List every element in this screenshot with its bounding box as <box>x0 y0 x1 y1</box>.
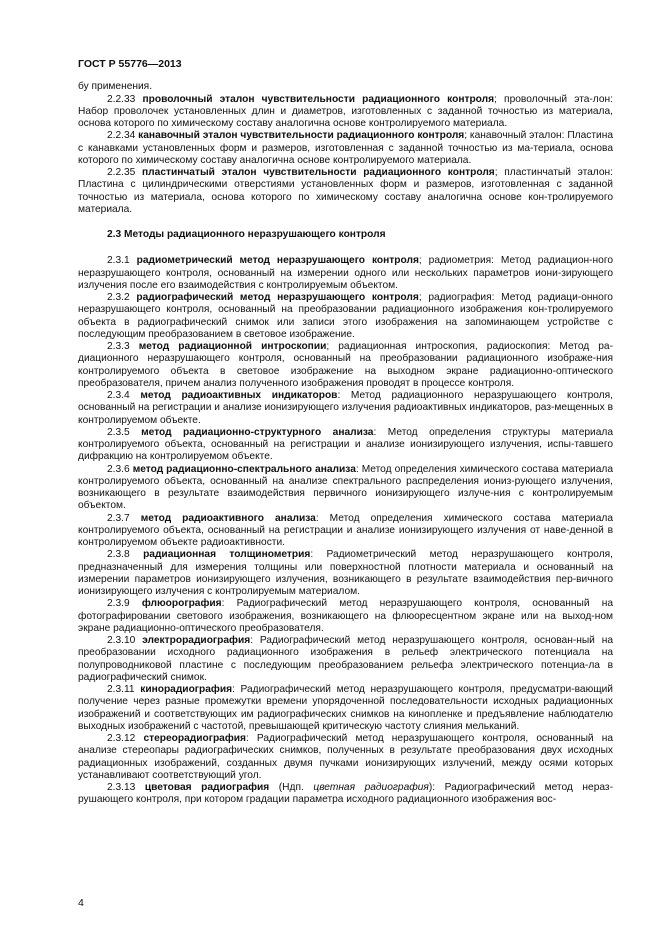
term-note: (Ндп. <box>269 782 314 793</box>
clause-number: 2.3.8 <box>107 549 130 561</box>
clause-number: 2.3.7 <box>107 512 130 524</box>
term: стереорадиография <box>143 733 246 744</box>
clause-number: 2.3.4 <box>107 390 130 401</box>
definition-text: ; радиометрия: Метод радиацион-ного неразрушающего контроля, основанный на измерении одного или нескольких параметров иони-зирующего излучения после его взаимодействия с контролируемым объектом. <box>78 255 613 291</box>
term: метод радиоактивного анализа <box>140 512 316 524</box>
definition-text: ; пластинчатый эталон: Пластина с цилиндрическими отверстиями установленных форм и размеров, изготовленная с заданной точностью из материала, основа которого по химическому составу аналогична основе кон-тролируемого материала. <box>78 167 613 215</box>
clause-number: 2.3.1 <box>107 255 130 267</box>
term: пластинчатый эталон чувствительности радиационного контроля <box>142 167 495 178</box>
definition-2-3-1 <box>78 255 613 292</box>
definition-2-3-11 <box>78 684 613 733</box>
definition-2-3-3 <box>78 341 613 390</box>
definition-text: ; радиационная интроскопия, радиоскопия: Метод ра-диационного неразрушающего контроля, основанный на преобразовании радиационного изображе-ния контролируемого объекта в световое изображение на выходном экране радиационно-оптического преобразователя, причем анализ полученного изображения проводят в процессе контроля. <box>78 341 613 389</box>
term: флюорография <box>141 598 222 610</box>
definition-2-2-33 <box>78 94 613 131</box>
clause-number: 2.2.33 <box>107 93 136 105</box>
definition-2-3-7 <box>78 513 613 550</box>
clause-number: 2.3.11 <box>107 684 135 695</box>
standard-header: ГОСТ Р 55776—2013 <box>78 58 182 70</box>
term: радиографический метод неразрушающего контроля <box>136 292 419 303</box>
term: метод радиоактивных индикаторов <box>140 390 338 401</box>
definition-2-3-2 <box>78 292 613 341</box>
definition-text: : Метод радиационного неразрушающего контроля, основанный на регистрации и анализе ионизирующего излучения радиоактивных индикаторов, раз-мещенных в контролируемом объекте. <box>78 390 613 426</box>
term: радиационная толщинометрия <box>143 549 311 561</box>
definition-text: : Радиографический метод неразрушающего контроля, предусматри-вающий получение через разные промежутки времени упорядоченной последовательности исходных радиационных изображений и соответствующих им радиографических снимков на кинопленке и предъявление наблюдателю выходных изображений с частотой, превышающей критическую частоту слияния мельканий. <box>78 684 613 732</box>
definition-text: : Радиометрический метод неразрушающего контроля, предназначенный для измерения толщины или поверхностной плотности материала и основанный на измерении параметров ионизирующего излучения, возникающего в результате взаимодействия пер-вичного ионизирующего излучения с контролируемым материалом. <box>78 549 613 597</box>
definition-2-2-34 <box>78 130 613 167</box>
term: канавочный эталон чувствительности радиационного контроля <box>138 130 465 142</box>
clause-number: 2.2.35 <box>107 167 136 178</box>
paragraph-continuation: бу применения. <box>78 81 153 93</box>
clause-number: 2.3.9 <box>107 598 130 610</box>
definition-text: ; радиография: Метод радиаци-онного неразрушающего контроля, основанный на преобразовании радиационного изображения кон-тролируемого объекта в радиографический снимок или записи этого изображения на запоминающем устройстве с последующим преобразованием в световое изображение. <box>78 292 613 340</box>
clause-number: 2.3.5 <box>107 426 130 438</box>
definition-text: ; канавочный эталон: Пластина с канавками установленных форм и размеров, изготовленная с заданной точностью из ма-териала, основа которого по химическому составу аналогична основе контролируемого материала. <box>78 130 613 166</box>
definition-2-3-9 <box>78 598 613 635</box>
clause-number: 2.3.2 <box>107 292 130 303</box>
term: метод радиационно-структурного анализа <box>141 426 374 438</box>
term: метод радиационно-спектрального анализа <box>132 463 356 475</box>
definition-text: : Радиографический метод неразрушающего контроля, основанный на анализе стереопары радиографических снимков, полученных в результате преобразования двух исходных радиационных изображений, созданных двумя пучками ионизирующих излучений, между осями которых устанавливают соответствующий угол. <box>78 733 613 781</box>
definition-text: : Радиографический метод неразрушающего контроля, основан-ный на преобразовании исходного радиационного изображения в рельеф электрического потенциала на полупроводниковой пластине с последующим преобразованием рельефа электрического потенциа-ла в радиографический снимок. <box>78 635 613 683</box>
definition-text: : Метод определения химического состава материала контролируемого объекта, основанный на регистрации и анализе ионизирующего излучения от наве-денной в контролируемом объекте радиоактивности. <box>78 512 613 548</box>
clause-number: 2.3.10 <box>107 635 136 646</box>
definition-2-3-4 <box>78 390 613 427</box>
term: метод радиационной интроскопии <box>138 341 327 352</box>
definition-text: : Радиографический метод неразрушающего контроля, основанный на фотографировании светового изображения, возникающего на флюоресцентном экране или на выход-ном экране радиационно-оптического преобразователя. <box>78 598 613 634</box>
term: радиометрический метод неразрушающего контроля <box>136 255 419 267</box>
definition-2-3-6 <box>78 464 613 513</box>
page-number: 4 <box>78 897 84 909</box>
term: цветовая радиография <box>144 782 270 793</box>
definition-2-3-13 <box>78 782 613 807</box>
definition-text: ; проволочный эта-лон: Набор проволочек установленных длин и диаметров, изготовленных с заданной точностью из материала, основа которого по химическому составу аналогична основе контролируемого материала. <box>78 93 613 129</box>
definition-text: : Метод определения структуры материала контролируемого объекта, основанный на регистрации и анализе ионизирующего излучения, испы-тавшего дифракцию на контролируемом объекте. <box>78 426 613 463</box>
term: кинорадиография <box>140 684 233 695</box>
clause-number: 2.2.34 <box>107 130 136 142</box>
clause-number: 2.3.6 <box>107 463 130 475</box>
clause-number: 2.3.3 <box>107 341 130 352</box>
term: электрорадиография <box>142 635 251 646</box>
definition-2-3-8 <box>78 549 613 598</box>
term: проволочный эталон чувствительности радиационного контроля <box>142 93 495 105</box>
definition-2-3-12 <box>78 733 613 782</box>
definition-2-3-5 <box>78 427 613 464</box>
section-heading: 2.3 Методы радиационного неразрушающего контроля <box>107 229 386 240</box>
clause-number: 2.3.12 <box>107 733 136 744</box>
deprecated-term: цветная радиография <box>313 782 429 793</box>
methods-list <box>78 255 613 806</box>
clause-number: 2.3.13 <box>107 782 136 793</box>
definition-text: : Метод определения химического состава материала контролируемого объекта, основанный на анализе спектрального распределения иониз-рующего излучения, возникающего в результате взаимодействия первичного ионизирующего излуче-ния с контролируемым объектом. <box>78 463 613 512</box>
definition-2-2-35 <box>78 167 613 216</box>
definition-text: ): Радиографический метод нераз-рушающего контроля, при котором градации параметра исходного радиационного изображения вос- <box>78 782 613 806</box>
definition-2-3-10 <box>78 635 613 684</box>
